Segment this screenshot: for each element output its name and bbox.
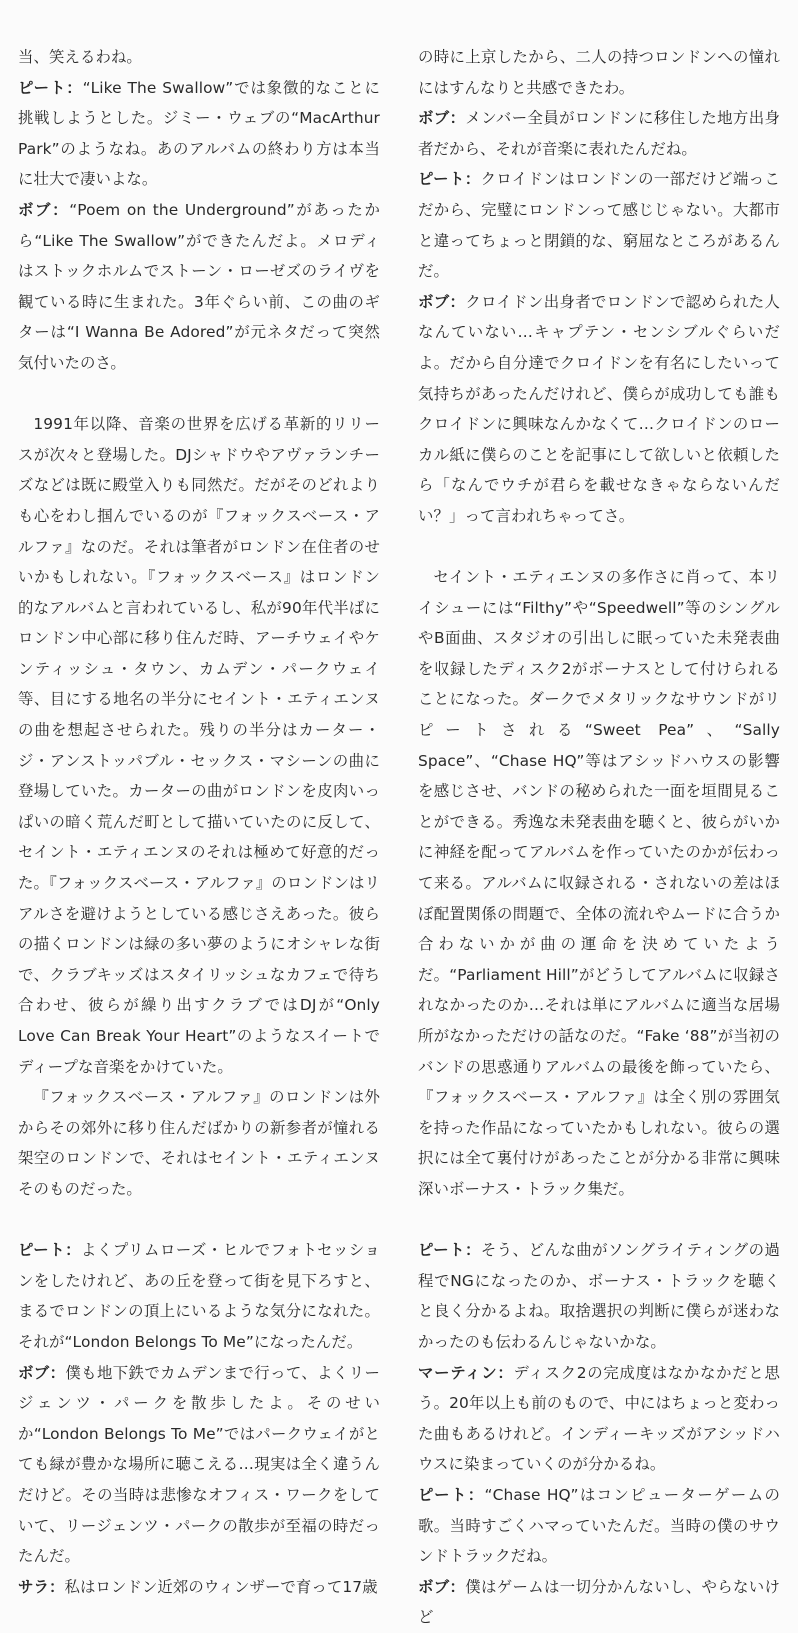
dialogue-line <box>18 1572 380 1603</box>
speaker-name: ボブ： <box>418 292 466 311</box>
speaker-name: ボブ： <box>418 1577 466 1596</box>
paragraph: の時に上京したから、二人の持つロンドンへの憧れにはすんなりと共感できたわ。 <box>418 48 780 97</box>
dialogue-line <box>18 1235 380 1357</box>
dialogue-text: 僕はゲームは一切分かんないし、やらないけど <box>418 1577 780 1627</box>
speaker-name: ピート： <box>418 1241 481 1260</box>
paragraph: 当、笑えるわね。 <box>18 48 142 66</box>
paragraph: 1991年以降、音楽の世界を広げる革新的リリースが次々と登場した。DJシャドウやアヴァランチーズなどは既に殿堂入りも同然だ。だがそのどれよりも心をわし掴んでいるのが『フォックスベース・アルファ』なのだ。それは筆者がロンドン在住者のせいかもしれない。『フォックスベース』はロンドン的なアルバムと言われているし、私が90年代半ばにロンドン中心部に移り住んだ時、アーチウェイやケンティッシュ・タウン、カムデン・パークウェイ等、目にする地名の半分にセイント・エティエンヌの曲を想起させられた。残りの半分はカーター・ジ・アンストッパブル・セックス・マシーンの曲に登場していた。カーターの曲がロンドンを皮肉いっぱいの暗く荒んだ町として描いていたのに反して、セイント・エティエンヌのそれは極めて好意的だった。『フォックスベース・アルファ』のロンドンはリアルさを避けようとしている感じさえあった。彼らの描くロンドンは緑の多い夢のようにオシャレな街で、クラブキッズはスタイリッシュなカフェで待ち合わせ、彼らが繰り出すクラブではDJが“Only Love Can Break Your Heart”のようなスイートでディープな音楽をかけていた。 <box>18 415 380 1076</box>
speaker-name: マーティン： <box>418 1363 514 1382</box>
speaker-name: ピート： <box>18 78 83 97</box>
dialogue-line <box>418 287 780 532</box>
paragraph: 『フォックスベース・アルファ』のロンドンは外からその郊外に移り住んだばかりの新参者が憧れる架空のロンドンで、それはセイント・エティエンヌそのものだった。 <box>18 1088 380 1198</box>
dialogue-line <box>418 1480 780 1572</box>
dialogue-text: “Like The Swallow”では象徴的なことに挑戦しようとした。ジミー・ウェブの“MacArthur Park”のようなね。あのアルバムの終わり方は本当に壮大で凄いよな。 <box>18 78 380 189</box>
dialogue-text: そう、どんな曲がソングライティングの過程でNGになったのか、ボーナス・トラックを聴くと良く分かるよね。取捨選択の判断に僕らが迷わなかったのも伝わるんじゃないかな。 <box>418 1241 780 1351</box>
dialogue-text: メンバー全員がロンドンに移住した地方出身者だから、それが音楽に表れたんだね。 <box>418 109 780 158</box>
dialogue-line <box>418 1235 780 1357</box>
dialogue-text: よくプリムローズ・ヒルでフォトセッションをしたけれど、あの丘を登って街を見下ろすと、まるでロンドンの頂上にいるような気分になれた。それが“London Belongs To Me”になったんだ。 <box>18 1241 380 1351</box>
left-column <box>18 42 380 1602</box>
speaker-name: ピート： <box>418 1485 485 1504</box>
speaker-name: ボブ： <box>18 1363 66 1382</box>
dialogue-line <box>418 103 780 164</box>
dialogue-line <box>418 1358 780 1480</box>
dialogue-text: ディスク2の完成度はなかなかだと思う。20年以上も前のもので、中にはちょっと変わった曲もあるけれど。インディーキッズがアシッドハウスに染まっていくのが分かるね。 <box>418 1363 780 1474</box>
dialogue-text: 僕も地下鉄でカムデンまで行って、よくリージェンツ・パークを散歩したよ。そのせいか“London Belongs To Me”ではパークウェイがとても緑が豊かな場所に聴こえる…現実は全く違うんだけど。その当時は悲惨なオフィス・ワークをしていて、リージェンツ・パークの散歩が至福の時だったんだ。 <box>18 1363 381 1566</box>
speaker-name: ピート： <box>418 170 481 189</box>
dialogue-line <box>18 195 380 379</box>
dialogue-text: クロイドン出身者でロンドンで認められた人なんていない…キャプテン・センシブルぐらいだよ。だから自分達でクロイドンを有名にしたいって気持ちがあったんだけれど、僕らが成功しても誰もクロイドンに興味なんかなくて…クロイドンのローカル紙に僕らのことを記事にして欲しいと依頼したら「なんでウチが君らを載せなきゃならないんだい？」って言われちゃってさ。 <box>418 292 780 525</box>
dialogue-text: クロイドンはロンドンの一部だけど端っこだから、完璧にロンドンって感じじゃない。大都市と違ってちょっと閉鎖的な、窮屈なところがあるんだ。 <box>418 170 780 281</box>
speaker-name: ピート： <box>18 1241 82 1260</box>
dialogue-line <box>18 73 380 195</box>
speaker-name: ボブ： <box>418 109 466 128</box>
speaker-name: ボブ： <box>18 200 70 219</box>
dialogue-text: “Poem on the Underground”があったから“Like The Swallow”ができたんだよ。メロディはストックホルムでストーン・ローゼズのライヴを観ている時に生まれた。3年ぐらい前、この曲のギターは“I Wanna Be Adored”が元ネタだって突然気付いたのさ。 <box>18 200 380 372</box>
dialogue-text: 私はロンドン近郊のウィンザーで育って17歳 <box>64 1577 378 1596</box>
dialogue-line <box>418 164 780 286</box>
paragraph: セイント・エティエンヌの多作さに肖って、本リイシューには“Filthy”や“Speedwell”等のシングルやB面曲、スタジオの引出しに眠っていた未発表曲を収録したディスク2がボーナスとして付けられることになった。ダークでメタリックなサウンドがリピートされる“Sweet Pea”、“Sally Space”、“Chase HQ”等はアシッドハウスの影響を感じさせ、バンドの秘められた一面を垣間見ることができる。秀逸な未発表曲を聴くと、彼らがいかに神経を配ってアルバムを作っていたのかが伝わって来る。アルバムに収録される・されないの差はほぼ配置関係の問題で、全体の流れやムードに合うか合わないかが曲の運命を決めていたようだ。“Parliament Hill”がどうしてアルバムに収録されなかったのか…それは単にアルバムに適当な居場所がなかっただけの話なのだ。“Fake ‘88”が当初のバンドの思惑通りアルバムの最後を飾っていたら、『フォックスベース・アルファ』は全く別の雰囲気を持った作品になっていたかもしれない。彼らの選択には全て裏付けがあったことが分かる非常に興味深いボーナス・トラック集だ。 <box>418 568 780 1198</box>
dialogue-line <box>18 1358 380 1572</box>
dialogue-line <box>418 1572 780 1633</box>
speaker-name: サラ： <box>18 1577 65 1596</box>
right-column <box>418 42 780 1633</box>
dialogue-text: “Chase HQ”はコンピューターゲームの歌。当時すごくハマっていたんだ。当時の僕のサウンドトラックだね。 <box>418 1485 780 1566</box>
